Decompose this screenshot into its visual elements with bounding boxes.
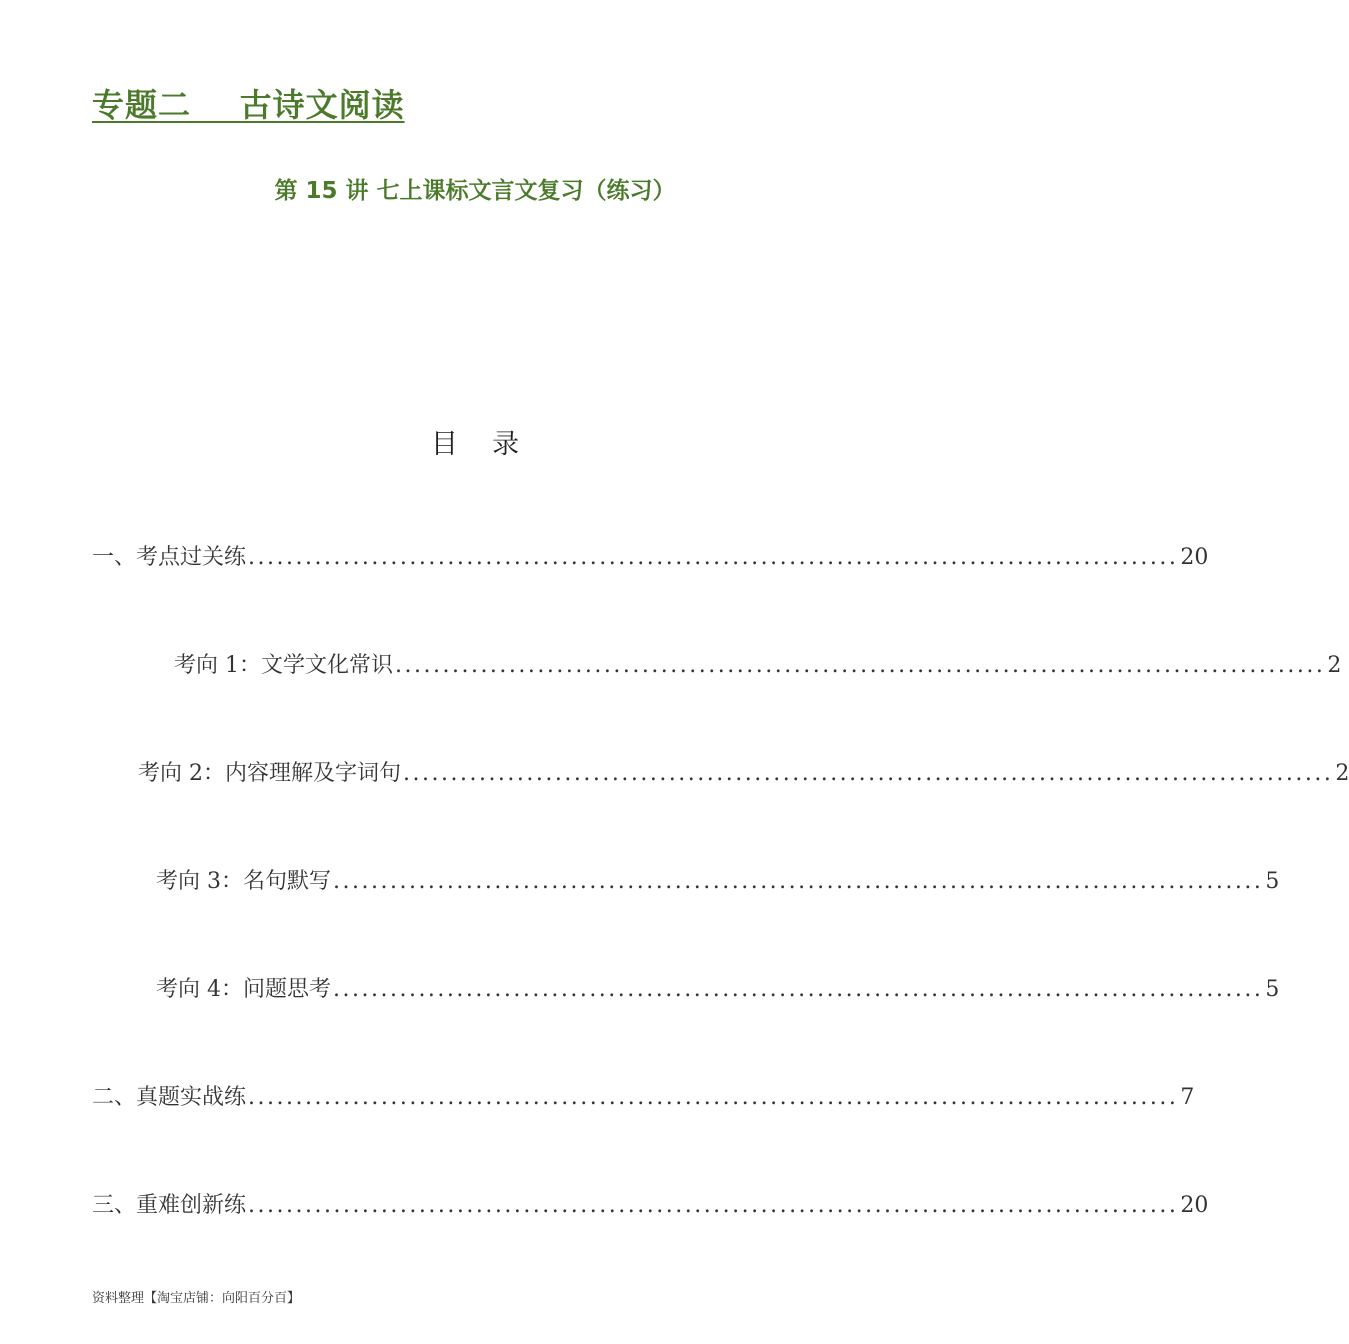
toc-leader-dots: .................................................................................................. [248, 545, 1179, 570]
toc-entry-label: 二、真题实战练 [92, 1085, 247, 1110]
toc-entry-direction-2[interactable] [138, 756, 1349, 790]
toc-entry-label: 三、重难创新练 [92, 1193, 247, 1218]
toc-entry-direction-4[interactable] [156, 972, 1280, 1006]
toc-entry-page: 20 [1180, 545, 1209, 570]
toc-entry-label: 考向 2：内容理解及字词句 [138, 761, 401, 786]
toc-leader-dots: .................................................................................................. [248, 1085, 1179, 1110]
toc-entry-direction-1[interactable] [174, 648, 1342, 682]
toc-entry-label: 考向 1：文学文化常识 [174, 653, 393, 678]
toc-leader-dots: .................................................................................................. [395, 653, 1326, 678]
toc-heading: 目 录 [430, 429, 520, 460]
toc-entry-label: 一、考点过关练 [92, 545, 247, 570]
toc-entry-page: 2 [1335, 761, 1349, 786]
toc-entry-page: 5 [1265, 869, 1280, 894]
topic-title: 专题二 古诗文阅读 [92, 86, 405, 124]
toc-entry-page: 5 [1265, 977, 1280, 1002]
toc-leader-dots: .................................................................................................. [403, 761, 1334, 786]
toc-leader-dots: .................................................................................................. [333, 869, 1264, 894]
toc-entry-label: 考向 3：名句默写 [156, 869, 331, 894]
toc-entry-section-1[interactable] [92, 540, 1209, 574]
toc-entry-section-3[interactable] [92, 1188, 1209, 1222]
toc-entry-section-2[interactable] [92, 1080, 1195, 1114]
toc-leader-dots: .................................................................................................. [248, 1193, 1179, 1218]
toc-entry-direction-3[interactable] [156, 864, 1280, 898]
toc-entry-page: 20 [1180, 1193, 1209, 1218]
toc-entry-label: 考向 4：问题思考 [156, 977, 331, 1002]
toc-entry-page: 7 [1180, 1085, 1195, 1110]
toc-entry-page: 2 [1327, 653, 1342, 678]
lecture-title: 第 15 讲 七上课标文言文复习（练习） [274, 178, 676, 204]
toc-leader-dots: .................................................................................................. [333, 977, 1264, 1002]
footer-note: 资料整理【淘宝店铺：向阳百分百】 [92, 1291, 301, 1306]
